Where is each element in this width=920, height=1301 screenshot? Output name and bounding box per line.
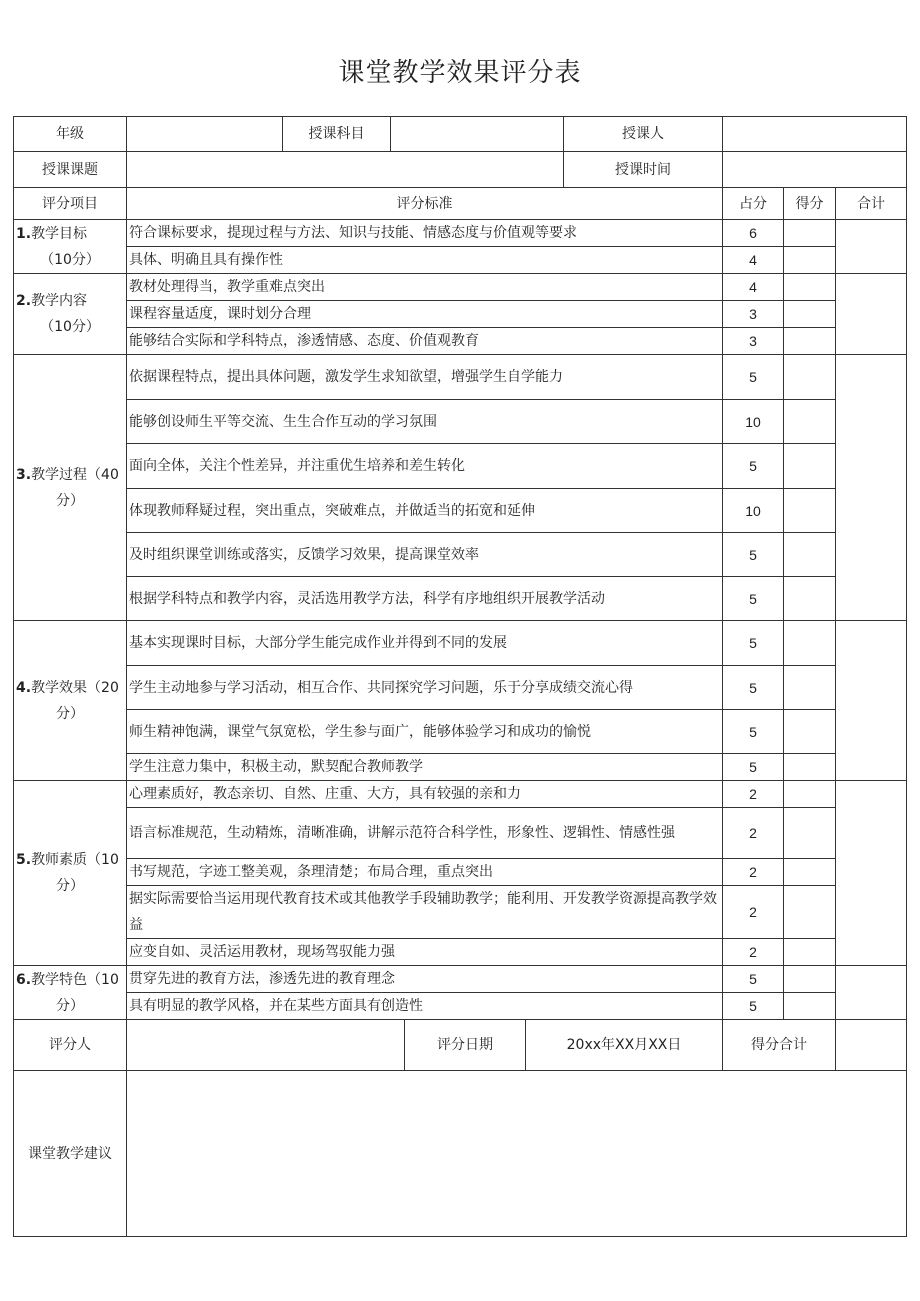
criteria-text: 贯穿先进的教育方法，渗透先进的教育理念 [127, 966, 723, 993]
time-field[interactable] [723, 152, 907, 188]
criteria-text: 体现教师释疑过程，突出重点，突破难点，并做适当的拓宽和延伸 [127, 489, 723, 533]
category-cell [14, 355, 127, 621]
score-input[interactable] [784, 710, 836, 754]
header-weight: 占分 [723, 188, 784, 220]
criteria-row [14, 886, 907, 939]
suggestion-label: 课堂教学建议 [14, 1071, 127, 1237]
criteria-weight: 5 [723, 355, 784, 400]
score-input[interactable] [784, 859, 836, 886]
criteria-row [14, 355, 907, 400]
category-points: 分） [56, 997, 84, 1014]
category-points: （10分） [40, 251, 100, 268]
category-name: 教师素质（10 [31, 852, 119, 868]
category-number: 6. [16, 971, 32, 988]
criteria-row [14, 489, 907, 533]
criteria-text: 师生精神饱满，课堂气氛宽松，学生参与面广，能够体验学习和成功的愉悦 [127, 710, 723, 754]
score-input[interactable] [784, 444, 836, 489]
criteria-weight: 2 [723, 781, 784, 808]
criteria-text: 心理素质好，教态亲切、自然、庄重、大方，具有较强的亲和力 [127, 781, 723, 808]
criteria-row [14, 533, 907, 577]
criteria-text: 及时组织课堂训练或落实，反馈学习效果，提高课堂效率 [127, 533, 723, 577]
category-number: 3. [16, 466, 32, 483]
criteria-row [14, 808, 907, 859]
criteria-weight: 10 [723, 489, 784, 533]
header-standard: 评分标准 [127, 188, 723, 220]
criteria-weight: 5 [723, 993, 784, 1020]
criteria-text: 教材处理得当，教学重难点突出 [127, 274, 723, 301]
teacher-field[interactable] [723, 117, 907, 152]
score-input[interactable] [784, 993, 836, 1020]
page-title: 课堂教学效果评分表 [338, 58, 582, 88]
category-name: 教学过程（40 [31, 466, 119, 483]
header-item: 评分项目 [14, 188, 127, 220]
criteria-weight: 5 [723, 533, 784, 577]
grade-label: 年级 [14, 117, 127, 152]
subject-label: 授课科目 [283, 117, 391, 152]
criteria-row [14, 781, 907, 808]
criteria-text: 学生主动地参与学习活动，相互合作、共同探究学习问题，乐于分享成绩交流心得 [127, 666, 723, 710]
section-total[interactable] [836, 274, 907, 355]
section-total[interactable] [836, 966, 907, 1020]
category-points: 分） [56, 705, 84, 722]
criteria-row [14, 993, 907, 1020]
score-input[interactable] [784, 666, 836, 710]
criteria-text: 语言标准规范，生动精炼，清晰准确，讲解示范符合科学性，形象性、逻辑性、情感性强 [127, 808, 723, 859]
criteria-row [14, 666, 907, 710]
criteria-weight: 5 [723, 710, 784, 754]
criteria-text: 能够创设师生平等交流、生生合作互动的学习氛围 [127, 400, 723, 444]
criteria-weight: 5 [723, 666, 784, 710]
score-input[interactable] [784, 328, 836, 355]
criteria-weight: 6 [723, 220, 784, 247]
criteria-row [14, 400, 907, 444]
criteria-weight: 4 [723, 247, 784, 274]
criteria-weight: 5 [723, 577, 784, 621]
category-number: 4. [16, 679, 32, 696]
evaluation-table [13, 116, 907, 1237]
criteria-weight: 5 [723, 444, 784, 489]
date-label: 评分日期 [405, 1020, 526, 1071]
score-input[interactable] [784, 355, 836, 400]
time-label: 授课时间 [564, 152, 723, 188]
category-cell [14, 781, 127, 966]
section-total[interactable] [836, 355, 907, 621]
score-input[interactable] [784, 754, 836, 781]
score-input[interactable] [784, 577, 836, 621]
criteria-row [14, 577, 907, 621]
section-total[interactable] [836, 621, 907, 781]
total-score-field[interactable] [836, 1020, 907, 1071]
criteria-text: 能够结合实际和学科特点，渗透情感、态度、价值观教育 [127, 328, 723, 355]
criteria-row [14, 220, 907, 247]
section-total[interactable] [836, 781, 907, 966]
category-name: 教学特色（10 [31, 971, 119, 988]
criteria-text: 基本实现课时目标，大部分学生能完成作业并得到不同的发展 [127, 621, 723, 666]
rater-field[interactable] [127, 1020, 405, 1071]
criteria-weight: 2 [723, 808, 784, 859]
score-input[interactable] [784, 808, 836, 859]
category-name: 教学效果（20 [31, 679, 119, 696]
criteria-text: 课程容量适度，课时划分合理 [127, 301, 723, 328]
header-score: 得分 [784, 188, 836, 220]
criteria-row [14, 710, 907, 754]
category-name: 教学目标 [31, 225, 88, 242]
score-input[interactable] [784, 533, 836, 577]
category-cell [14, 274, 127, 355]
criteria-text: 符合课标要求，提现过程与方法、知识与技能、情感态度与价值观等要求 [127, 220, 723, 247]
teacher-label: 授课人 [564, 117, 723, 152]
criteria-text: 具体、明确且具有操作性 [127, 247, 723, 274]
criteria-row [14, 301, 907, 328]
score-input[interactable] [784, 274, 836, 301]
score-input[interactable] [784, 886, 836, 939]
criteria-text: 应变自如、灵活运用教材，现场驾驭能力强 [127, 939, 723, 966]
category-cell [14, 220, 127, 274]
criteria-text: 书写规范，字迹工整美观，条理清楚；布局合理，重点突出 [127, 859, 723, 886]
criteria-weight: 5 [723, 966, 784, 993]
score-input[interactable] [784, 400, 836, 444]
score-input[interactable] [784, 220, 836, 247]
criteria-weight: 5 [723, 621, 784, 666]
score-input[interactable] [784, 966, 836, 993]
criteria-weight: 2 [723, 859, 784, 886]
header-total: 合计 [836, 188, 907, 220]
criteria-row [14, 274, 907, 301]
criteria-row [14, 966, 907, 993]
category-number: 1. [16, 225, 32, 242]
score-input[interactable] [784, 247, 836, 274]
criteria-text: 依据课程特点，提出具体问题，激发学生求知欲望，增强学生自学能力 [127, 355, 723, 400]
category-number: 5. [16, 852, 32, 868]
category-points: 分） [56, 492, 84, 509]
score-input[interactable] [784, 489, 836, 533]
criteria-weight: 2 [723, 886, 784, 939]
date-value[interactable]: 20xx年XX月XX日 [526, 1020, 723, 1071]
category-name: 教学内容 [31, 293, 88, 309]
score-input[interactable] [784, 301, 836, 328]
criteria-text: 据实际需要恰当运用现代教育技术或其他教学手段辅助教学；能利用、开发教学资源提高教学效益 [127, 886, 723, 939]
criteria-row [14, 444, 907, 489]
section-total[interactable] [836, 220, 907, 274]
category-number: 2. [16, 293, 32, 309]
criteria-weight: 3 [723, 328, 784, 355]
criteria-text: 学生注意力集中，积极主动，默契配合教师教学 [127, 754, 723, 781]
criteria-text: 面向全体，关注个性差异，并注重优生培养和差生转化 [127, 444, 723, 489]
subject-field[interactable] [391, 117, 564, 152]
criteria-weight: 3 [723, 301, 784, 328]
score-input[interactable] [784, 939, 836, 966]
score-input[interactable] [784, 781, 836, 808]
rater-label: 评分人 [14, 1020, 127, 1071]
criteria-text: 具有明显的教学风格，并在某些方面具有创造性 [127, 993, 723, 1020]
criteria-weight: 2 [723, 939, 784, 966]
criteria-row [14, 621, 907, 666]
criteria-row [14, 247, 907, 274]
criteria-text: 根据学科特点和教学内容，灵活选用教学方法，科学有序地组织开展教学活动 [127, 577, 723, 621]
category-points: （10分） [40, 319, 100, 335]
criteria-weight: 10 [723, 400, 784, 444]
criteria-row [14, 939, 907, 966]
criteria-weight: 4 [723, 274, 784, 301]
suggestion-field[interactable] [127, 1071, 907, 1237]
total-score-label: 得分合计 [723, 1020, 836, 1071]
criteria-weight: 5 [723, 754, 784, 781]
grade-field[interactable] [127, 117, 283, 152]
criteria-row [14, 328, 907, 355]
criteria-row [14, 859, 907, 886]
topic-label: 授课课题 [14, 152, 127, 188]
score-input[interactable] [784, 621, 836, 666]
category-cell [14, 621, 127, 781]
category-points: 分） [56, 878, 84, 894]
topic-field[interactable] [127, 152, 564, 188]
criteria-row [14, 754, 907, 781]
category-cell [14, 966, 127, 1020]
